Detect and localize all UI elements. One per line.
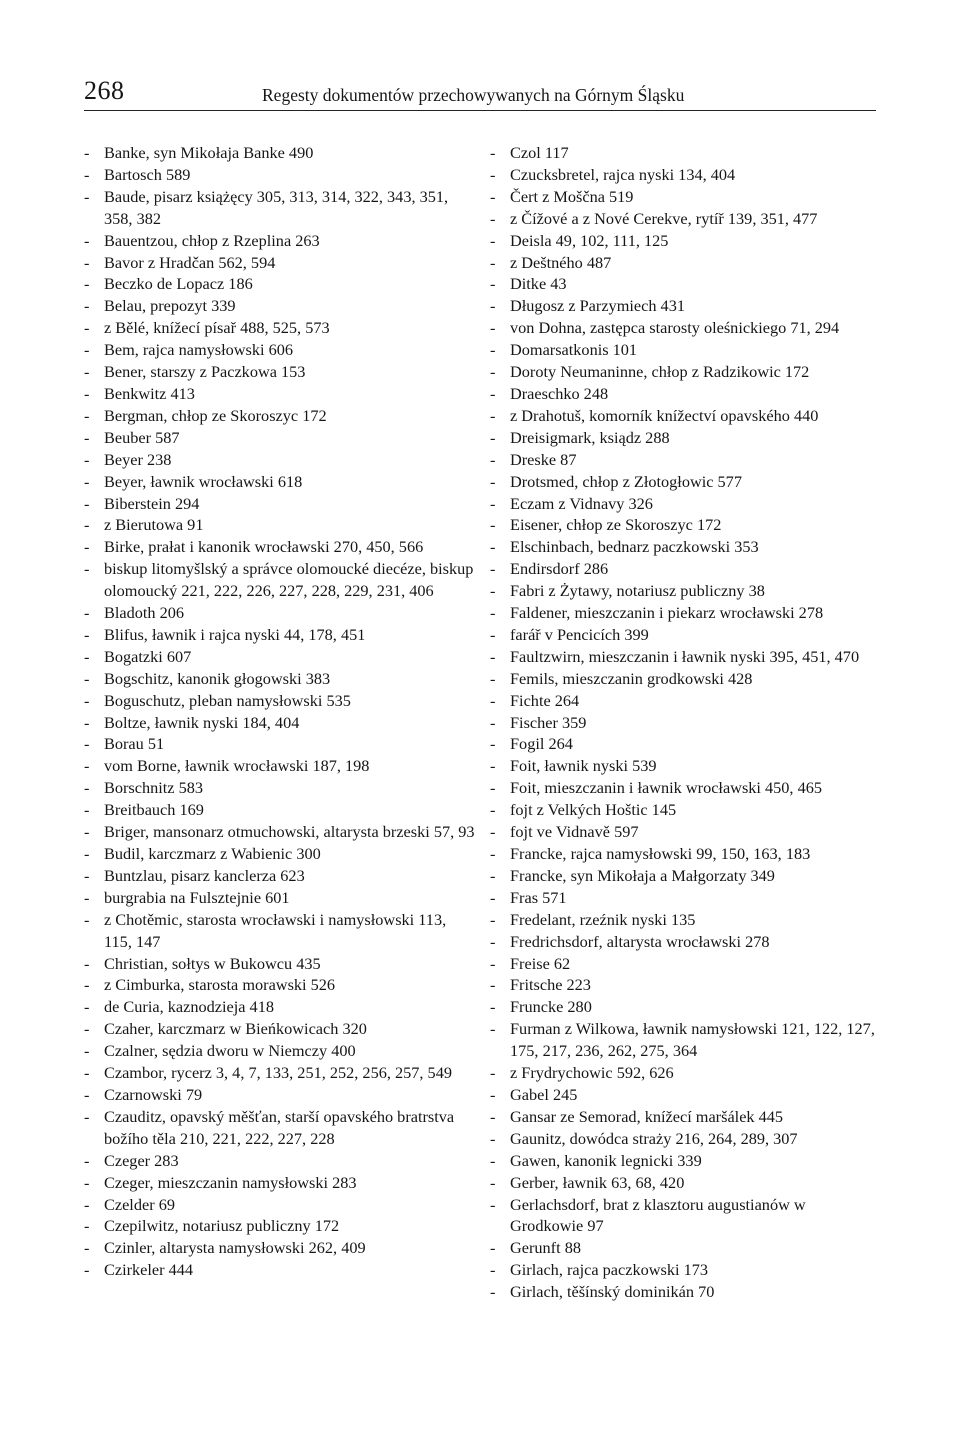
index-entry: - Fras 571 (490, 887, 882, 909)
index-entry: - Banke, syn Mikołaja Banke 490 (84, 142, 476, 164)
index-entry: - Dreisigmark, ksiądz 288 (490, 427, 882, 449)
index-entry: - Czelder 69 (84, 1194, 476, 1216)
index-entry: - Bladoth 206 (84, 602, 476, 624)
index-entry: - Drotsmed, chłop z Złotogłowic 577 (490, 471, 882, 493)
index-entry: - Fischer 359 (490, 712, 882, 734)
index-entry: - Czarnowski 79 (84, 1084, 476, 1106)
index-entry: - Gansar ze Semorad, knížecí maršálek 445 (490, 1106, 882, 1128)
index-entry: - z Deštného 487 (490, 252, 882, 274)
index-entry: - Czauditz, opavský měšťan, starší opavského bratrstva božího těla 210, 221, 222, 227, 228 (84, 1106, 476, 1150)
index-entry: - Bergman, chłop ze Skoroszyc 172 (84, 405, 476, 427)
index-entry: - Fritsche 223 (490, 974, 882, 996)
index-entry: - Czeger 283 (84, 1150, 476, 1172)
index-entry: - Borau 51 (84, 733, 476, 755)
index-entry: - Beyer, ławnik wrocławski 618 (84, 471, 476, 493)
index-entry: - Gerber, ławnik 63, 68, 420 (490, 1172, 882, 1194)
index-entry: - z Chotěmic, starosta wrocławski i namysłowski 113, 115, 147 (84, 909, 476, 953)
index-entry: - Eczam z Vidnavy 326 (490, 493, 882, 515)
index-entry: - Baude, pisarz książęcy 305, 313, 314, 322, 343, 351, 358, 382 (84, 186, 476, 230)
page-number: 268 (84, 76, 125, 105)
index-entry: - Biberstein 294 (84, 493, 476, 515)
index-entry: - Fredrichsdorf, altarysta wrocławski 278 (490, 931, 882, 953)
index-entry: - Gabel 245 (490, 1084, 882, 1106)
index-entry: - z Bělé, knížecí písař 488, 525, 573 (84, 317, 476, 339)
index-entry: - de Curia, kaznodzieja 418 (84, 996, 476, 1018)
index-entry: - Bavor z Hradčan 562, 594 (84, 252, 476, 274)
index-entry: - Gawen, kanonik legnicki 339 (490, 1150, 882, 1172)
index-entry: - Fredelant, rzeźnik nyski 135 (490, 909, 882, 931)
index-entry: - Freise 62 (490, 953, 882, 975)
index-entry: - z Drahotuš, komorník knížectví opavského 440 (490, 405, 882, 427)
index-column-left (84, 142, 476, 1281)
index-entry: - Girlach, rajca paczkowski 173 (490, 1259, 882, 1281)
index-entry: - Francke, syn Mikołaja a Małgorzaty 349 (490, 865, 882, 887)
index-entry: - Gerlachsdorf, brat z klasztoru augustianów w Grodkowie 97 (490, 1194, 882, 1238)
index-entry: - Christian, sołtys w Bukowcu 435 (84, 953, 476, 975)
index-entry: - Benkwitz 413 (84, 383, 476, 405)
index-entry: - Fabri z Żytawy, notariusz publiczny 38 (490, 580, 882, 602)
index-entry: - Fogil 264 (490, 733, 882, 755)
index-entry: - Buntzlau, pisarz kanclerza 623 (84, 865, 476, 887)
index-entry: - z Bierutowa 91 (84, 514, 476, 536)
index-entry: - Bogschitz, kanonik głogowski 383 (84, 668, 476, 690)
index-entry: - z Frydrychowic 592, 626 (490, 1062, 882, 1084)
index-entry: - Czambor, rycerz 3, 4, 7, 133, 251, 252, 256, 257, 549 (84, 1062, 476, 1084)
index-entry: - Boltze, ławnik nyski 184, 404 (84, 712, 476, 734)
index-entry: - Girlach, těšínský dominikán 70 (490, 1281, 882, 1303)
index-entry: - Elschinbach, bednarz paczkowski 353 (490, 536, 882, 558)
index-entry: - biskup litomyšlský a správce olomoucké diecéze, biskup olomoucký 221, 222, 226, 227, 228, 229, 231, 406 (84, 558, 476, 602)
index-entry: - Draeschko 248 (490, 383, 882, 405)
index-entry: - burgrabia na Fulsztejnie 601 (84, 887, 476, 909)
index-entry: - Ditke 43 (490, 273, 882, 295)
index-entry: - Bem, rajca namysłowski 606 (84, 339, 476, 361)
index-entry: - Belau, prepozyt 339 (84, 295, 476, 317)
index-entry: - Francke, rajca namysłowski 99, 150, 163, 183 (490, 843, 882, 865)
index-entry: - Čert z Moščna 519 (490, 186, 882, 208)
index-entry: - Beuber 587 (84, 427, 476, 449)
page-header (84, 76, 876, 112)
index-entry: - z Cimburka, starosta morawski 526 (84, 974, 476, 996)
index-entry: - Czalner, sędzia dworu w Niemczy 400 (84, 1040, 476, 1062)
index-entry: - Fruncke 280 (490, 996, 882, 1018)
index-entry: - Bartosch 589 (84, 164, 476, 186)
index-entry: - Deisla 49, 102, 111, 125 (490, 230, 882, 252)
index-entry: - Czepilwitz, notariusz publiczny 172 (84, 1215, 476, 1237)
index-entry: - vom Borne, ławnik wrocławski 187, 198 (84, 755, 476, 777)
index-entry: - Foit, ławnik nyski 539 (490, 755, 882, 777)
index-entry: - z Čížové a z Nové Cerekve, rytíř 139, 351, 477 (490, 208, 882, 230)
index-entry: - Endirsdorf 286 (490, 558, 882, 580)
index-entry: - Długosz z Parzymiech 431 (490, 295, 882, 317)
running-title: Regesty dokumentów przechowywanych na Górnym Śląsku (262, 85, 685, 105)
index-entry: - Doroty Neumaninne, chłop z Radzikowic 172 (490, 361, 882, 383)
index-entry: - Faldener, mieszczanin i piekarz wrocławski 278 (490, 602, 882, 624)
index-entry: - Faultzwirn, mieszczanin i ławnik nyski 395, 451, 470 (490, 646, 882, 668)
index-entry: - Fichte 264 (490, 690, 882, 712)
index-entry: - Domarsatkonis 101 (490, 339, 882, 361)
index-entry: - fojt ve Vidnavě 597 (490, 821, 882, 843)
index-entry: - fojt z Velkých Hoštic 145 (490, 799, 882, 821)
index-entry: - Blifus, ławnik i rajca nyski 44, 178, 451 (84, 624, 476, 646)
index-entry: - Boguschutz, pleban namysłowski 535 (84, 690, 476, 712)
index-entry: - von Dohna, zastępca starosty oleśnickiego 71, 294 (490, 317, 882, 339)
index-entry: - Budil, karczmarz z Wabienic 300 (84, 843, 476, 865)
index-entry: - Beyer 238 (84, 449, 476, 471)
index-entry: - Gerunft 88 (490, 1237, 882, 1259)
index-entry: - Gaunitz, dowódca straży 216, 264, 289, 307 (490, 1128, 882, 1150)
index-entry: - Bener, starszy z Paczkowa 153 (84, 361, 476, 383)
index-entry: - Birke, prałat i kanonik wrocławski 270, 450, 566 (84, 536, 476, 558)
index-entry: - Briger, mansonarz otmuchowski, altarysta brzeski 57, 93 (84, 821, 476, 843)
index-entry: - farář v Pencicích 399 (490, 624, 882, 646)
index-entry: - Bogatzki 607 (84, 646, 476, 668)
index-entry: - Foit, mieszczanin i ławnik wrocławski 450, 465 (490, 777, 882, 799)
index-entry: - Breitbauch 169 (84, 799, 476, 821)
index-entry: - Czeger, mieszczanin namysłowski 283 (84, 1172, 476, 1194)
index-entry: - Dreske 87 (490, 449, 882, 471)
index-entry: - Bauentzou, chłop z Rzeplina 263 (84, 230, 476, 252)
index-entry: - Czinler, altarysta namysłowski 262, 409 (84, 1237, 476, 1259)
index-entry: - Czirkeler 444 (84, 1259, 476, 1281)
index-entry: - Furman z Wilkowa, ławnik namysłowski 121, 122, 127, 175, 217, 236, 262, 275, 364 (490, 1018, 882, 1062)
index-entry: - Femils, mieszczanin grodkowski 428 (490, 668, 882, 690)
index-entry: - Eisener, chłop ze Skoroszyc 172 (490, 514, 882, 536)
index-column-right (490, 142, 882, 1303)
index-entry: - Czaher, karczmarz w Bieńkowicach 320 (84, 1018, 476, 1040)
index-entry: - Czol 117 (490, 142, 882, 164)
header-rule (84, 110, 876, 111)
index-entry: - Borschnitz 583 (84, 777, 476, 799)
index-entry: - Beczko de Lopacz 186 (84, 273, 476, 295)
index-entry: - Czucksbretel, rajca nyski 134, 404 (490, 164, 882, 186)
